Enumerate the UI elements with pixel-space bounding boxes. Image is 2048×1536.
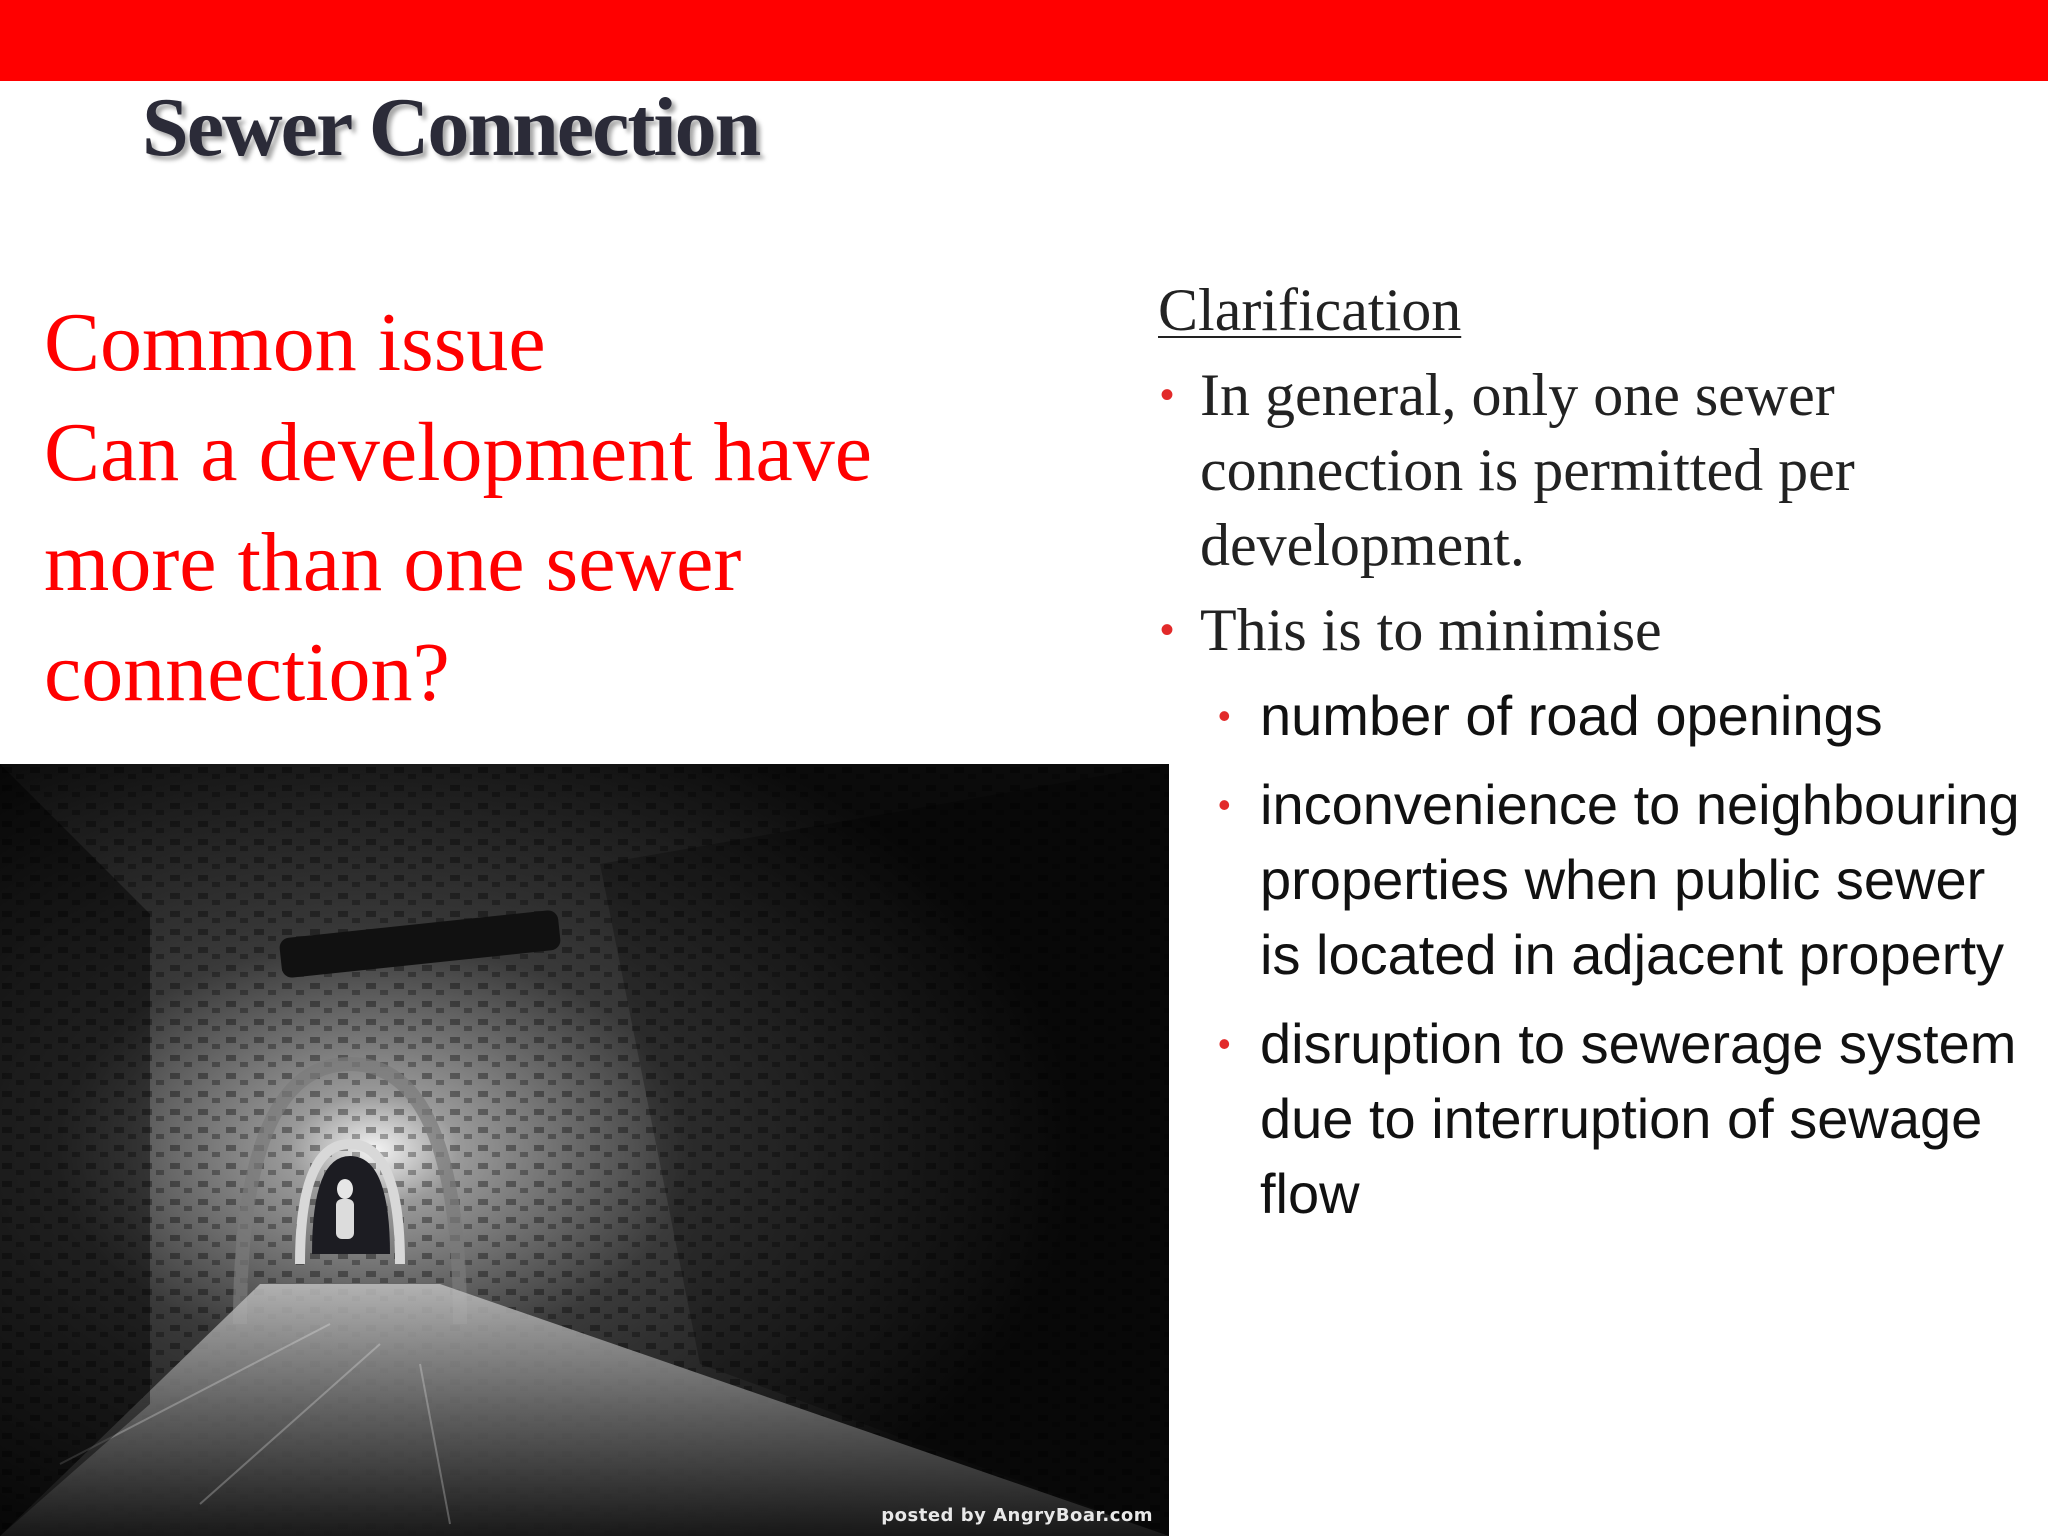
sub-bullet-item: [1218, 678, 2038, 753]
bullet-dot-icon: •: [1218, 695, 1231, 736]
question-line: connection?: [44, 626, 450, 719]
bullet-dot-icon: •: [1218, 784, 1231, 825]
sewer-tunnel-illustration: [0, 764, 1169, 1536]
bullet-dot-icon: •: [1160, 608, 1175, 652]
clarification-heading: Clarification: [1158, 277, 1462, 343]
question-line: Common issue: [44, 296, 546, 389]
sub-bullet-text: number of road openings: [1260, 684, 1883, 747]
question-block: [44, 288, 1044, 728]
sewer-tunnel-photo: [0, 764, 1169, 1536]
sub-bullet-item: [1218, 1006, 2038, 1231]
question-line: Can a development have: [44, 406, 873, 499]
clarification-panel: [1158, 270, 2038, 1245]
bullet-text: This is to minimise: [1200, 597, 1662, 663]
sub-bullet-text: inconvenience to neighbouring properties when public sewer is located in adjacent property: [1260, 773, 2020, 986]
photo-credit: posted by AngryBoar.com: [881, 1505, 1153, 1526]
sub-bullet-text: disruption to sewerage system due to interruption of sewage flow: [1260, 1012, 2017, 1225]
bullet-text: In general, only one sewer connection is permitted per development.: [1200, 362, 1855, 578]
bullet-dot-icon: •: [1160, 373, 1175, 417]
bullet-dot-icon: •: [1218, 1023, 1231, 1064]
slide-title: Sewer Connection: [142, 81, 760, 174]
question-line: more than one sewer: [44, 516, 742, 609]
top-accent-bar: [0, 0, 2048, 81]
bullet-item: [1158, 593, 2038, 668]
bullet-item: [1158, 358, 2038, 583]
sub-bullet-item: [1218, 767, 2038, 992]
